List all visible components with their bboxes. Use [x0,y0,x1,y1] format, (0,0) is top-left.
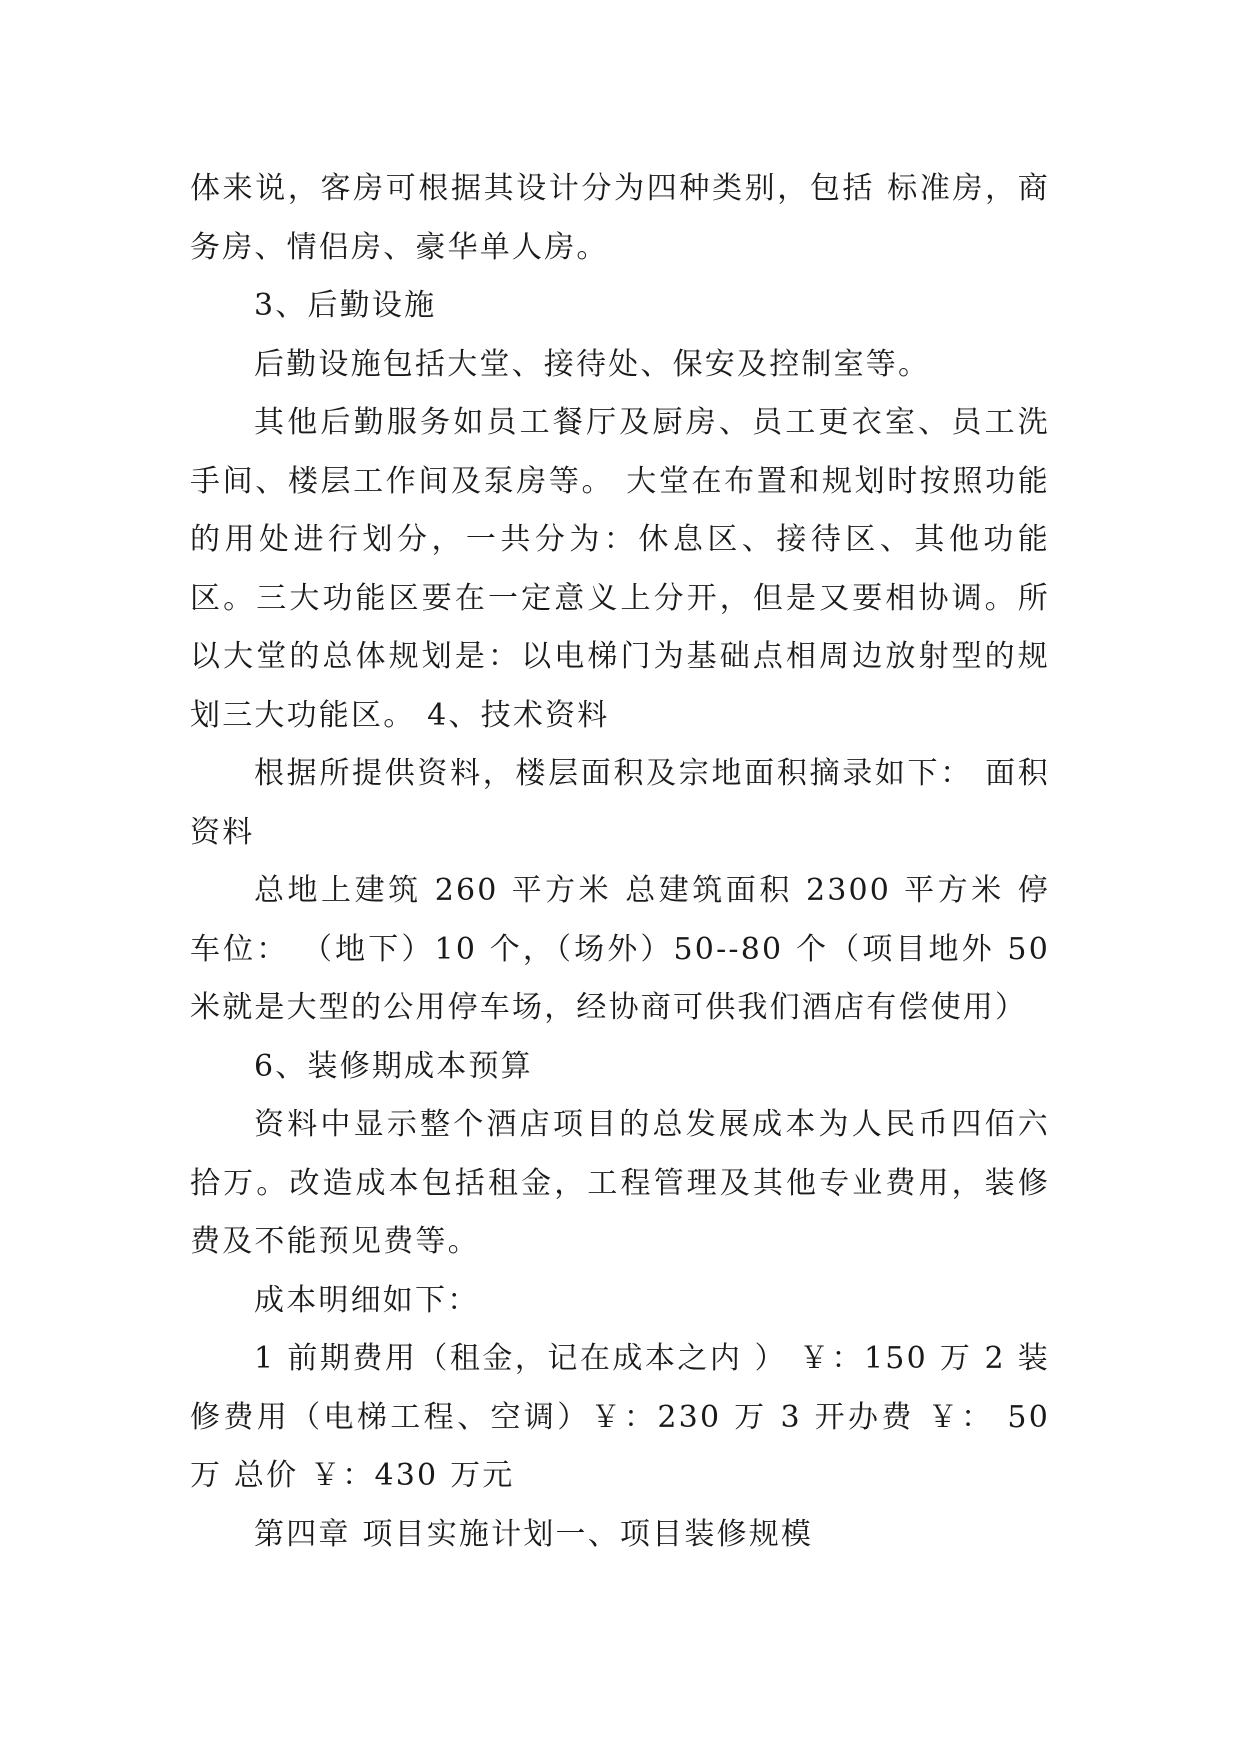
paragraph-area-data: 总地上建筑 260 平方米 总建筑面积 2300 平方米 停车位： （地下）10 个，（场外）50--80 个（项目地外 50 米就是大型的公用停车场，经协商可供我们酒店有偿使用） [190,873,1050,1025]
paragraph-area-data-intro: 根据所提供资料，楼层面积及宗地面积摘录如下： 面积资料 [190,756,1050,850]
document-body [190,160,1050,1564]
paragraph-cost-detail-intro: 成本明细如下： [254,1282,480,1318]
heading-logistics-facilities: 3、后勤设施 [254,288,437,323]
heading-chapter-four: 第四章 项目实施计划一、项目装修规模 [254,1516,814,1552]
paragraph-room-categories: 体来说，客房可根据其设计分为四种类别，包括 标准房，商务房、情侣房、豪华单人房。 [190,171,1050,265]
heading-renovation-budget: 6、装修期成本预算 [254,1048,533,1084]
paragraph-logistics-facilities: 后勤设施包括大堂、接待处、保安及控制室等。 [254,346,931,382]
paragraph-development-cost: 资料中显示整个酒店项目的总发展成本为人民币四佰六拾万。改造成本包括租金，工程管理及其他专业费用，装修费及不能预见费等。 [190,1107,1050,1259]
paragraph-other-logistics-lobby: 其他后勤服务如员工餐厅及厨房、员工更衣室、员工洗手间、楼层工作间及泵房等。 大堂在布置和规划时按照功能的用处进行划分，一共分为：休息区、接待区、其他功能区。三大功能区要在一定意义上分开，但是又要相协调。所以大堂的总体规划是：以电梯门为基础点相周边放射型的规划三大功能区。 4、技术资料 [190,405,1050,733]
paragraph-cost-details: 1 前期费用（租金，记在成本之内 ） ￥：150 万 2 装修费用（电梯工程、空调）￥：230 万 3 开办费 ￥： 50 万 总价 ￥：430 万元 [190,1341,1050,1493]
